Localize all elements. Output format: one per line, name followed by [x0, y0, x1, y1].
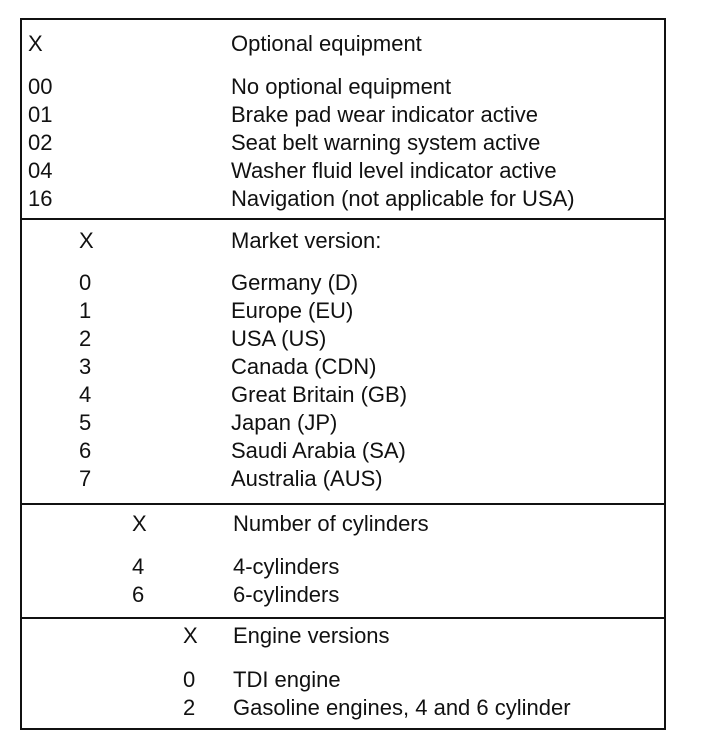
item-label: Japan (JP) [231, 410, 338, 435]
item-label: Washer fluid level indicator active [231, 158, 557, 183]
list-item [22, 185, 664, 213]
list-item [22, 101, 664, 129]
section-title: Optional equipment [231, 31, 422, 56]
list-item [22, 581, 664, 609]
item-code: 02 [28, 130, 53, 155]
item-code: 16 [28, 186, 53, 211]
code-placeholder: X [183, 623, 198, 648]
item-label: No optional equipment [231, 74, 452, 99]
section-title: Number of cylinders [233, 511, 429, 536]
item-label: Germany (D) [231, 270, 359, 295]
section-optional-equipment [22, 20, 664, 220]
list-item [22, 129, 664, 157]
item-code: 6 [132, 582, 145, 607]
item-code: 0 [183, 667, 196, 692]
item-code: 7 [79, 466, 92, 491]
item-code: 4 [79, 382, 92, 407]
list-item [22, 409, 664, 437]
item-code: 6 [79, 438, 92, 463]
coding-table [20, 18, 666, 730]
item-code: 5 [79, 410, 92, 435]
item-label: Brake pad wear indicator active [231, 102, 538, 127]
list-item [22, 381, 664, 409]
section-title: Engine versions [233, 623, 390, 648]
item-code: 04 [28, 158, 53, 183]
section-engine-versions [22, 617, 664, 728]
item-label: USA (US) [231, 326, 327, 351]
item-code: 3 [79, 354, 92, 379]
item-code: 1 [79, 298, 92, 323]
item-label: Saudi Arabia (SA) [231, 438, 406, 463]
list-item [22, 297, 664, 325]
code-placeholder: X [79, 228, 94, 253]
list-item [22, 694, 664, 722]
item-label: TDI engine [233, 667, 341, 692]
section-header [22, 510, 664, 538]
item-code: 0 [79, 270, 92, 295]
list-item [22, 73, 664, 101]
item-label: Gasoline engines, 4 and 6 cylinder [233, 695, 571, 720]
item-code: 2 [183, 695, 196, 720]
list-item [22, 465, 664, 493]
list-item [22, 157, 664, 185]
item-code: 00 [28, 74, 53, 99]
code-placeholder: X [132, 511, 147, 536]
item-label: Seat belt warning system active [231, 130, 541, 155]
section-number-of-cylinders [22, 503, 664, 619]
item-label: Canada (CDN) [231, 354, 377, 379]
item-label: 6-cylinders [233, 582, 340, 607]
list-item [22, 437, 664, 465]
item-code: 2 [79, 326, 92, 351]
list-item [22, 666, 664, 694]
item-label: Navigation (not applicable for USA) [231, 186, 575, 211]
item-label: Great Britain (GB) [231, 382, 408, 407]
list-item [22, 269, 664, 297]
item-label: Europe (EU) [231, 298, 354, 323]
item-label: 4-cylinders [233, 554, 340, 579]
list-item [22, 353, 664, 381]
section-header [22, 30, 664, 58]
section-market-version [22, 218, 664, 505]
item-code: 4 [132, 554, 145, 579]
list-item [22, 325, 664, 353]
code-placeholder: X [28, 31, 43, 56]
list-item [22, 553, 664, 581]
section-title: Market version: [231, 228, 382, 253]
section-header [22, 227, 664, 255]
section-header [22, 622, 664, 650]
item-code: 01 [28, 102, 53, 127]
item-label: Australia (AUS) [231, 466, 383, 491]
